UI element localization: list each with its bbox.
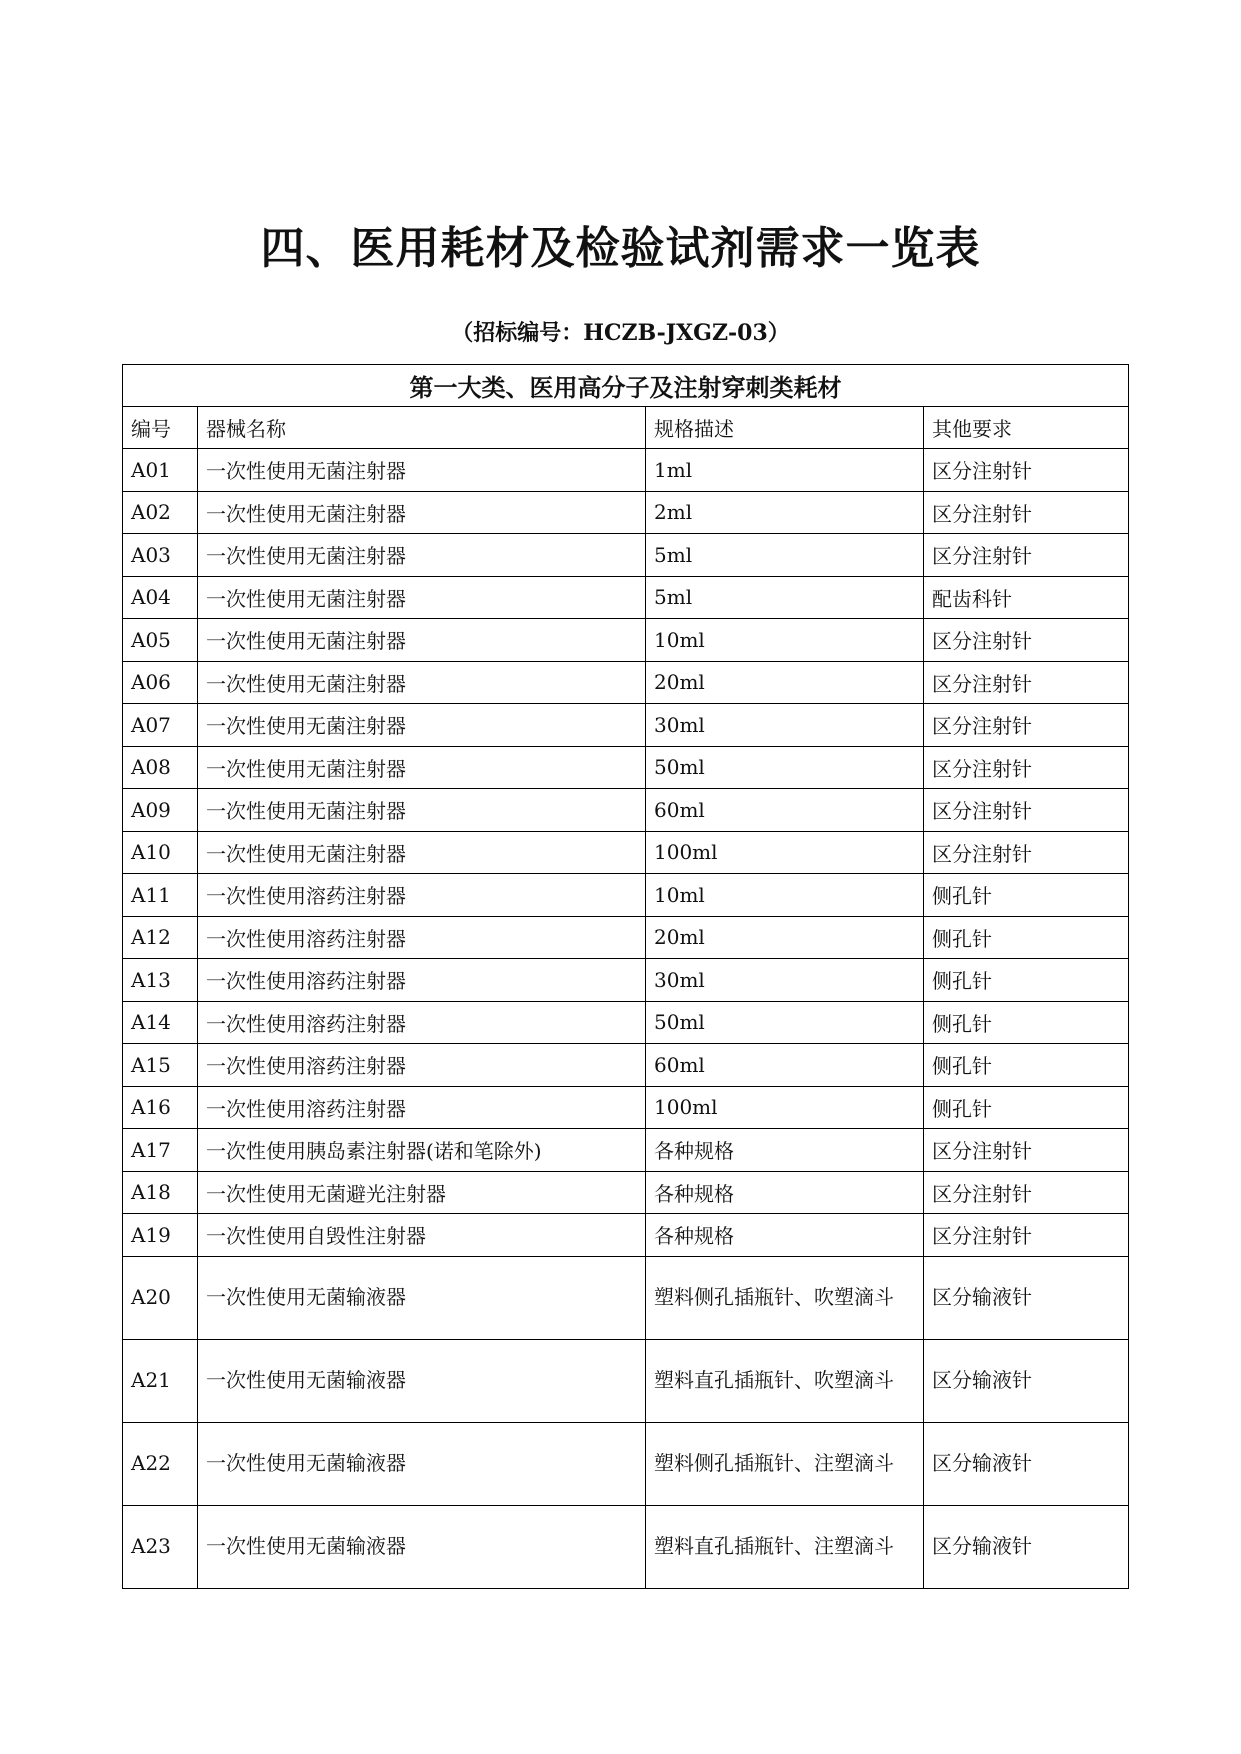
cell-name: 一次性使用无菌输液器 xyxy=(198,1339,646,1422)
cell-name: 一次性使用无菌注射器 xyxy=(198,661,646,704)
cell-name: 一次性使用溶药注射器 xyxy=(198,874,646,917)
cell-name: 一次性使用无菌注射器 xyxy=(198,789,646,832)
cell-name: 一次性使用无菌注射器 xyxy=(198,491,646,534)
table-row xyxy=(123,1001,1129,1044)
table-row xyxy=(123,789,1129,832)
cell-requirement: 区分注射针 xyxy=(924,491,1129,534)
cell-spec: 20ml xyxy=(646,661,924,704)
cell-name: 一次性使用胰岛素注射器(诺和笔除外) xyxy=(198,1129,646,1172)
table-row xyxy=(123,449,1129,492)
cell-requirement: 区分注射针 xyxy=(924,661,1129,704)
table-row xyxy=(123,1171,1129,1214)
cell-code: A23 xyxy=(123,1505,198,1588)
cell-code: A01 xyxy=(123,449,198,492)
cell-requirement: 侧孔针 xyxy=(924,874,1129,917)
cell-name: 一次性使用无菌注射器 xyxy=(198,831,646,874)
document-title: 四、医用耗材及检验试剂需求一览表 xyxy=(260,223,981,274)
cell-spec: 塑料侧孔插瓶针、吹塑滴斗 xyxy=(646,1256,924,1339)
table-row xyxy=(123,874,1129,917)
cell-spec: 30ml xyxy=(646,704,924,747)
cell-spec: 塑料侧孔插瓶针、注塑滴斗 xyxy=(646,1422,924,1505)
cell-spec: 2ml xyxy=(646,491,924,534)
cell-spec: 60ml xyxy=(646,1044,924,1087)
table-row xyxy=(123,534,1129,577)
cell-name: 一次性使用溶药注射器 xyxy=(198,1044,646,1087)
cell-requirement: 侧孔针 xyxy=(924,1086,1129,1129)
cell-code: A21 xyxy=(123,1339,198,1422)
cell-requirement: 区分输液针 xyxy=(924,1256,1129,1339)
cell-name: 一次性使用无菌注射器 xyxy=(198,534,646,577)
cell-requirement: 区分注射针 xyxy=(924,746,1129,789)
table-row xyxy=(123,1256,1129,1339)
cell-code: A19 xyxy=(123,1214,198,1257)
tender-number: （招标编号：HCZB-JXGZ-03） xyxy=(451,320,790,346)
cell-requirement: 侧孔针 xyxy=(924,1044,1129,1087)
cell-requirement: 配齿科针 xyxy=(924,576,1129,619)
cell-requirement: 区分注射针 xyxy=(924,449,1129,492)
table-row xyxy=(123,619,1129,662)
cell-requirement: 区分注射针 xyxy=(924,534,1129,577)
cell-code: A10 xyxy=(123,831,198,874)
cell-code: A09 xyxy=(123,789,198,832)
cell-code: A03 xyxy=(123,534,198,577)
cell-spec: 5ml xyxy=(646,576,924,619)
cell-spec: 100ml xyxy=(646,831,924,874)
cell-requirement: 区分注射针 xyxy=(924,831,1129,874)
cell-spec: 20ml xyxy=(646,916,924,959)
cell-code: A12 xyxy=(123,916,198,959)
table-row xyxy=(123,1214,1129,1257)
cell-code: A18 xyxy=(123,1171,198,1214)
cell-spec: 10ml xyxy=(646,619,924,662)
table-row xyxy=(123,1086,1129,1129)
cell-code: A15 xyxy=(123,1044,198,1087)
table-row xyxy=(123,746,1129,789)
table-row xyxy=(123,831,1129,874)
cell-requirement: 区分注射针 xyxy=(924,1214,1129,1257)
cell-name: 一次性使用无菌避光注射器 xyxy=(198,1171,646,1214)
cell-code: A02 xyxy=(123,491,198,534)
cell-spec: 塑料直孔插瓶针、注塑滴斗 xyxy=(646,1505,924,1588)
cell-code: A05 xyxy=(123,619,198,662)
cell-name: 一次性使用无菌注射器 xyxy=(198,746,646,789)
cell-name: 一次性使用无菌注射器 xyxy=(198,576,646,619)
cell-name: 一次性使用无菌输液器 xyxy=(198,1256,646,1339)
cell-spec: 塑料直孔插瓶针、吹塑滴斗 xyxy=(646,1339,924,1422)
cell-name: 一次性使用溶药注射器 xyxy=(198,916,646,959)
cell-code: A14 xyxy=(123,1001,198,1044)
cell-code: A07 xyxy=(123,704,198,747)
table-row xyxy=(123,491,1129,534)
requirements-table xyxy=(122,364,1129,1589)
cell-code: A11 xyxy=(123,874,198,917)
cell-name: 一次性使用无菌注射器 xyxy=(198,704,646,747)
cell-code: A04 xyxy=(123,576,198,619)
cell-requirement: 侧孔针 xyxy=(924,916,1129,959)
cell-spec: 100ml xyxy=(646,1086,924,1129)
cell-name: 一次性使用无菌输液器 xyxy=(198,1422,646,1505)
category-title: 第一大类、医用高分子及注射穿刺类耗材 xyxy=(123,365,1129,407)
table-row xyxy=(123,916,1129,959)
header-name: 器械名称 xyxy=(198,407,646,449)
cell-name: 一次性使用溶药注射器 xyxy=(198,1086,646,1129)
header-code: 编号 xyxy=(123,407,198,449)
cell-spec: 50ml xyxy=(646,1001,924,1044)
cell-code: A06 xyxy=(123,661,198,704)
cell-name: 一次性使用无菌注射器 xyxy=(198,619,646,662)
table-row xyxy=(123,1044,1129,1087)
table-row xyxy=(123,1505,1129,1588)
cell-name: 一次性使用自毁性注射器 xyxy=(198,1214,646,1257)
cell-spec: 50ml xyxy=(646,746,924,789)
cell-spec: 各种规格 xyxy=(646,1171,924,1214)
table-row xyxy=(123,1339,1129,1422)
table-row xyxy=(123,1422,1129,1505)
cell-requirement: 侧孔针 xyxy=(924,959,1129,1002)
cell-code: A22 xyxy=(123,1422,198,1505)
header-spec: 规格描述 xyxy=(646,407,924,449)
cell-code: A17 xyxy=(123,1129,198,1172)
cell-spec: 各种规格 xyxy=(646,1129,924,1172)
cell-code: A20 xyxy=(123,1256,198,1339)
cell-requirement: 区分注射针 xyxy=(924,1129,1129,1172)
cell-requirement: 区分输液针 xyxy=(924,1505,1129,1588)
cell-requirement: 区分注射针 xyxy=(924,789,1129,832)
cell-spec: 30ml xyxy=(646,959,924,1002)
cell-code: A13 xyxy=(123,959,198,1002)
cell-spec: 10ml xyxy=(646,874,924,917)
cell-requirement: 区分注射针 xyxy=(924,619,1129,662)
cell-name: 一次性使用溶药注射器 xyxy=(198,1001,646,1044)
table-row xyxy=(123,959,1129,1002)
table-row xyxy=(123,576,1129,619)
cell-requirement: 区分输液针 xyxy=(924,1339,1129,1422)
cell-name: 一次性使用溶药注射器 xyxy=(198,959,646,1002)
cell-name: 一次性使用无菌注射器 xyxy=(198,449,646,492)
cell-requirement: 区分注射针 xyxy=(924,704,1129,747)
cell-requirement: 区分输液针 xyxy=(924,1422,1129,1505)
cell-code: A08 xyxy=(123,746,198,789)
table-row xyxy=(123,704,1129,747)
cell-code: A16 xyxy=(123,1086,198,1129)
table-header-row xyxy=(123,407,1129,449)
cell-spec: 1ml xyxy=(646,449,924,492)
cell-spec: 60ml xyxy=(646,789,924,832)
cell-requirement: 区分注射针 xyxy=(924,1171,1129,1214)
cell-requirement: 侧孔针 xyxy=(924,1001,1129,1044)
cell-spec: 5ml xyxy=(646,534,924,577)
table-row xyxy=(123,1129,1129,1172)
header-requirement: 其他要求 xyxy=(924,407,1129,449)
cell-name: 一次性使用无菌输液器 xyxy=(198,1505,646,1588)
cell-spec: 各种规格 xyxy=(646,1214,924,1257)
table-row xyxy=(123,661,1129,704)
